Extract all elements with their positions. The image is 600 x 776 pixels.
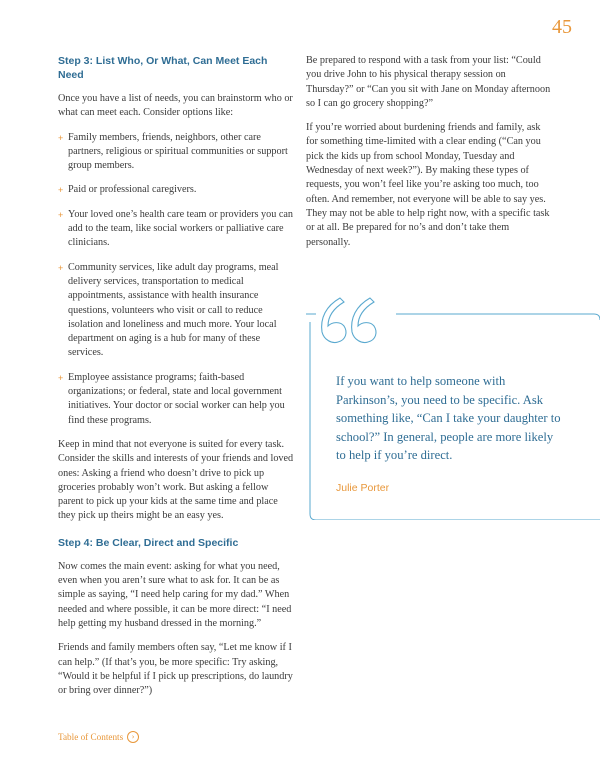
right-column: [306, 54, 552, 260]
step3-intro: Once you have a list of needs, you can brainstorm who or what can meet each. Consider options like:: [58, 93, 293, 119]
toc-label: Table of Contents: [58, 732, 124, 742]
right-paragraph-2: If you’re worried about burdening friends and family, ask for something time-limited with a clear ending (“Can you pick the kids up from school Monday, Tuesday and Wednesday of next week?”). By making these types of requests, you won’t feel like you’re asking too much, too often. And remember, not everyone will be able to say yes. They may not be able to help right now, with a specific task or at all. Be prepared for no’s and don’t take them personally.: [306, 122, 550, 248]
list-item: + Employee assistance programs; faith-based organizations; or federal, state and local government initiatives. Your doctor or social worker can help you find these programs.: [58, 371, 285, 426]
plus-bullet-icon: +: [58, 185, 64, 196]
plus-bullet-icon: +: [58, 209, 64, 220]
chevron-right-circle-icon: ›: [127, 731, 139, 743]
quote-author: Julie Porter: [336, 482, 390, 494]
list-item: + Your loved one’s health care team or providers you can add to the team, like social workers or palliative care clinicians.: [58, 208, 294, 249]
options-list: [58, 131, 294, 428]
plus-bullet-icon: +: [58, 132, 64, 143]
pull-quote: [306, 292, 600, 520]
list-item: + Family members, friends, neighbors, other care partners, religious or spiritual communities or support group members.: [58, 131, 288, 172]
page-number: 45: [552, 16, 572, 38]
step4-heading: Step 4: Be Clear, Direct and Specific: [58, 536, 239, 549]
right-paragraph-1: Be prepared to respond with a task from your list: “Could you drive John to his physical therapy session on Thursday?” or “Can you sit with Jane on Monday afternoon so I can go grocery shopping?”: [306, 55, 551, 109]
plus-bullet-icon: +: [58, 262, 64, 273]
quote-marks-icon: [322, 298, 376, 343]
list-item: + Community services, like adult day programs, meal delivery services, transportation to medical appointments, assistance with health insurance questions, volunteers who visit or call to reduce isolation and loneliness and much more. Your local department on aging is a hub for many of these services.: [58, 261, 279, 359]
plus-bullet-icon: +: [58, 372, 64, 383]
step4-paragraph-1: Now comes the main event: asking for what you need, even when you aren’t sure what to ask for. It can be as simple as saying, “I need help caring for my dad.” When needed and where possible, it can be more direct: “I need help getting my husband dressed in the morning.”: [58, 560, 292, 629]
table-of-contents-link[interactable]: [58, 731, 139, 743]
list-item: + Paid or professional caregivers.: [58, 183, 294, 197]
quote-text: If you want to help someone with Parkinson’s, you need to be specific. Ask something like, “Can I take your daughter to school?” In general, people are more likely to help if you’re direct.: [336, 374, 561, 463]
step3-heading: Step 3: List Who, Or What, Can Meet Each Need: [58, 55, 268, 81]
keep-in-mind-paragraph: Keep in mind that not everyone is suited for every task. Consider the skills and interests of your friends and loved ones: Asking a friend who doesn’t drive to pick up groceries probably won’t work. But asking a fellow parent to pick up your kids at the same time and place they pick up theirs might be an easy yes.: [58, 438, 294, 522]
left-column: [58, 54, 294, 708]
step4-paragraph-2: Friends and family members often say, “Let me know if I can help.” (If that’s you, be more specific: Try asking, “Would it be helpful if I pick up prescriptions, do laundry or bring over dinner?”): [58, 642, 293, 697]
